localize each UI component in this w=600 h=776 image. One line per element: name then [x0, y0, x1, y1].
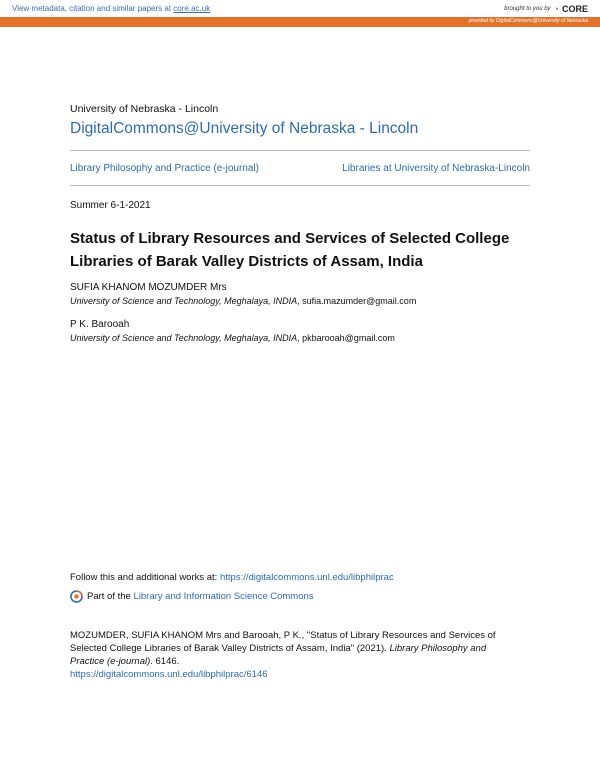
part-of [70, 590, 314, 603]
author-affiliation-text: University of Science and Technology, Meghalaya, INDIA [70, 296, 298, 306]
author-affiliation-text: University of Science and Technology, Meghalaya, INDIA [70, 333, 298, 343]
commons-link[interactable]: Library and Information Science Commons [133, 591, 314, 602]
author-email: pkbarooah@gmail.com [302, 333, 395, 343]
core-metadata-link[interactable] [12, 4, 210, 13]
core-logo-icon: ◔ [553, 4, 559, 14]
citation-number: . 6146. [150, 656, 180, 667]
core-logo[interactable]: CORE [561, 4, 588, 14]
brought-to-you-by [504, 4, 588, 14]
core-ac-uk-link[interactable]: core.ac.uk [173, 4, 211, 13]
network-icon [70, 590, 83, 603]
author-affiliation: University of Science and Technology, Meghalaya, INDIA, sufia.mazumder@gmail.com [70, 296, 417, 306]
brought-to-you-by-text: brought to you by [504, 6, 551, 12]
recommended-citation [70, 629, 510, 681]
author-name: P K. Barooah [70, 319, 130, 330]
follow-text: Follow this and additional works at: [70, 572, 220, 583]
collection-link-right[interactable]: Libraries at University of Nebraska-Lincoln [342, 163, 530, 174]
university-name[interactable]: University of Nebraska - Lincoln [70, 103, 219, 115]
author-name: SUFIA KHANOM MOZUMDER Mrs [70, 282, 227, 293]
repository-title[interactable]: DigitalCommons@University of Nebraska - Lincoln [70, 120, 419, 137]
provided-by-text[interactable]: provided by DigitalCommons@University of Nebraska [468, 18, 588, 24]
divider-bottom [70, 185, 530, 186]
author-email: sufia.mazumder@gmail.com [302, 296, 417, 306]
core-metadata-text: View metadata, citation and similar papers at [12, 4, 174, 13]
citation-text: MOZUMDER, SUFIA KHANOM Mrs and Barooah, P K., "Status of Library Resources and Services of Selected College Libraries of Barak Valley Districts of Assam, India" (2021). [70, 630, 496, 654]
follow-works [70, 572, 394, 583]
part-of-text: Part of the [87, 591, 134, 602]
citation-journal: Library Philosophy and Practice (e-journal) [70, 643, 487, 667]
citation-link[interactable]: https://digitalcommons.unl.edu/libphilprac/6146 [70, 669, 268, 680]
provider-bar [0, 17, 600, 27]
follow-link[interactable]: https://digitalcommons.unl.edu/libphilprac [219, 572, 394, 583]
collection-link-left[interactable]: Library Philosophy and Practice (e-journal) [70, 163, 259, 174]
divider-top [70, 150, 530, 151]
publication-date: Summer 6-1-2021 [70, 200, 151, 211]
author-affiliation: University of Science and Technology, Meghalaya, INDIA, pkbarooah@gmail.com [70, 333, 395, 343]
paper-title: Status of Library Resources and Services of Selected College Libraries of Barak Valley Districts of Assam, India [70, 230, 510, 270]
